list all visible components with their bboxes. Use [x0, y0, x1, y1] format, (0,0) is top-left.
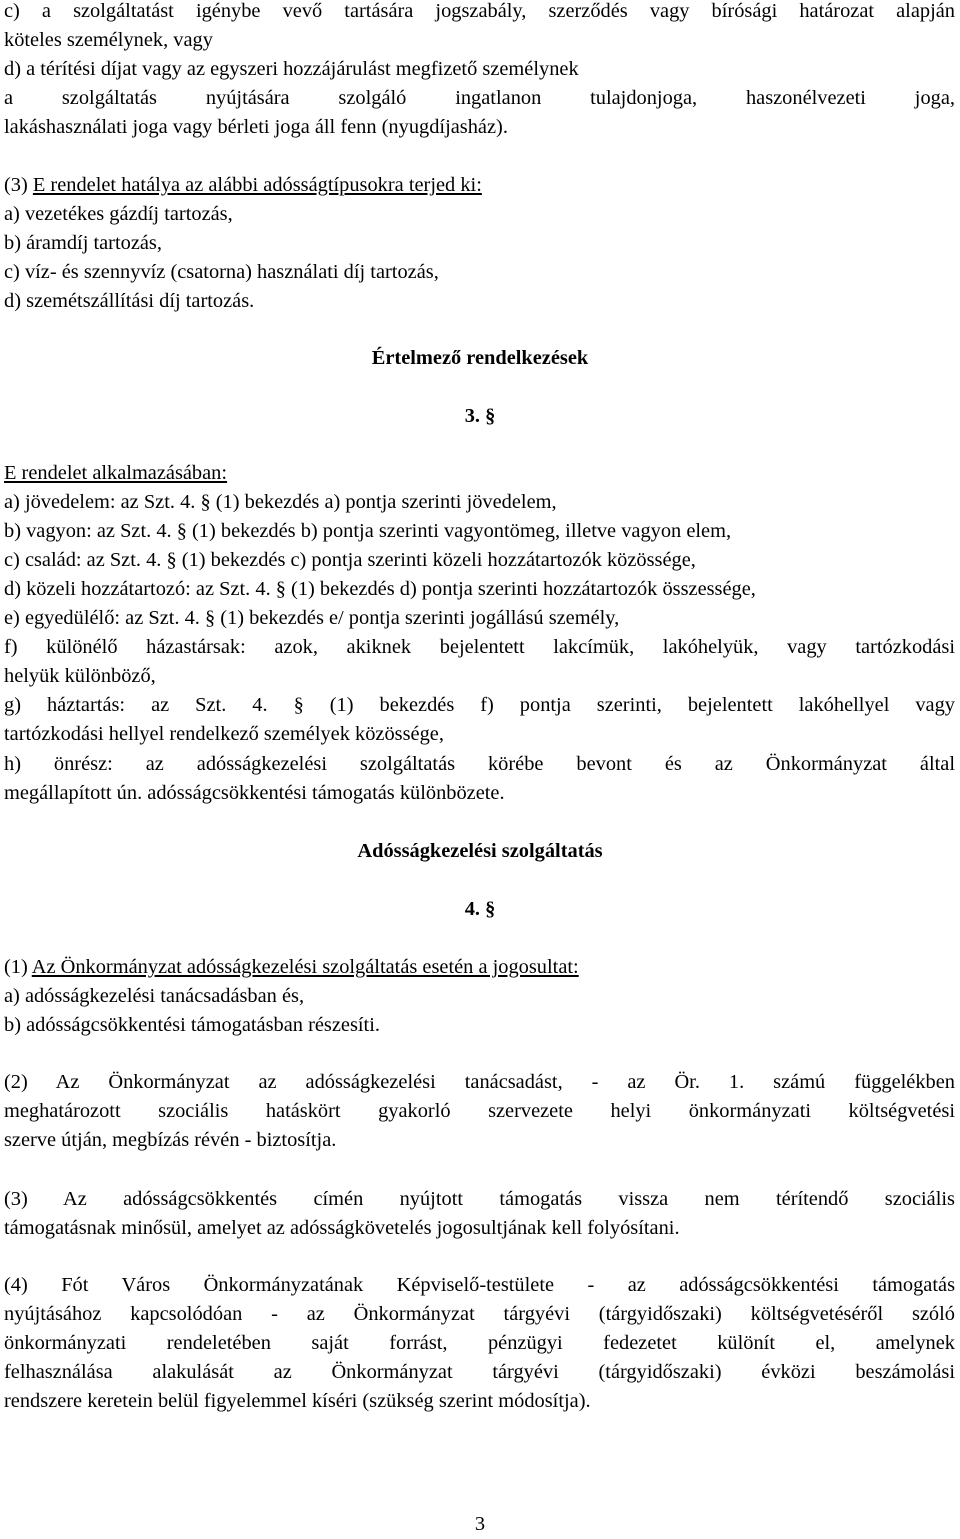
definition-line: tartózkodási hellyel rendelkező személyek közössége, — [4, 723, 444, 745]
list-item: b) adósságcsökkentési támogatásban részesíti. — [4, 1014, 380, 1036]
definition-line: e) egyedülélő: az Szt. 4. § (1) bekezdés e/ pontja szerinti jogállású személy, — [4, 607, 620, 629]
text-line: lakáshasználati joga vagy bérleti joga áll fenn (nyugdíjasház). — [4, 116, 508, 138]
text-line: d) a térítési díjat vagy az egyszeri hozzájárulást megfizető személynek — [4, 58, 579, 80]
definition-line: helyük különböző, — [4, 665, 156, 687]
paragraph-2-line: (2) Az Önkormányzat az adósságkezelési tanácsadást, - az Ör. 1. számú függelékben — [4, 1071, 955, 1093]
scope-heading: (3) E rendelet hatálya az alábbi adósságtípusokra terjed ki: — [4, 174, 482, 196]
definition-line: b) vagyon: az Szt. 4. § (1) bekezdés b) pontja szerinti vagyontömeg, illetve vagyon elem, — [4, 520, 732, 542]
list-item: d) szemétszállítási díj tartozás. — [4, 290, 255, 312]
list-item: a) vezetékes gázdíj tartozás, — [4, 203, 233, 225]
paragraph-4-line: (4) Fót Város Önkormányzatának Képviselő-testülete - az adósságcsökkentési támogatás — [4, 1274, 955, 1296]
list-item: b) áramdíj tartozás, — [4, 232, 162, 254]
paragraph-3-line: támogatásnak minősül, amelyet az adósságkövetelés jogosultjának kell folyósítani. — [4, 1217, 680, 1239]
list-item: c) víz- és szennyvíz (csatorna) használati díj tartozás, — [4, 261, 439, 283]
page-number: 3 — [474, 1513, 486, 1535]
paragraph-2-line: szerve útján, megbízás révén - biztosítja. — [4, 1129, 337, 1151]
text-line: c) a szolgáltatást igénybe vevő tartására jogszabály, szerződés vagy bírósági határozat alapján — [4, 0, 955, 22]
paragraph-1-heading: (1) Az Önkormányzat adósságkezelési szolgáltatás esetén a jogosultat: — [4, 956, 579, 978]
section-title: Értelmező rendelkezések — [371, 347, 589, 369]
paragraph-2-line: meghatározott szociális hatáskört gyakorló szervezete helyi önkormányzati költségvetési — [4, 1100, 955, 1122]
definition-line: d) közeli hozzátartozó: az Szt. 4. § (1) bekezdés d) pontja szerinti hozzátartozók összessége, — [4, 578, 756, 600]
section-number: 3. § — [464, 405, 496, 427]
paragraph-4-line: felhasználása alakulását az Önkormányzat tárgyévi (tárgyidőszaki) évközi beszámolási — [4, 1361, 955, 1383]
section-title: Adósságkezelési szolgáltatás — [357, 840, 603, 862]
paragraph-4-line: rendszere keretein belül figyelemmel kíséri (szükség szerint módosítja). — [4, 1390, 591, 1412]
section-number: 4. § — [464, 898, 496, 920]
paragraph-4-line: nyújtásához kapcsolódóan - az Önkormányzat tárgyévi (tárgyidőszaki) költségvetéséről szóló — [4, 1303, 955, 1325]
definition-line: h) önrész: az adósságkezelési szolgáltatás körébe bevont és az Önkormányzat által — [4, 753, 955, 775]
definition-line: f) különélő házastársak: azok, akiknek bejelentett lakcímük, lakóhelyük, vagy tartózkodási — [4, 636, 955, 658]
text-line: köteles személynek, vagy — [4, 29, 213, 51]
definition-line: c) család: az Szt. 4. § (1) bekezdés c) pontja szerinti közeli hozzátartozók közössége, — [4, 549, 696, 571]
list-item: a) adósságkezelési tanácsadásban és, — [4, 985, 305, 1007]
definitions-intro: E rendelet alkalmazásában: — [4, 462, 228, 484]
text-line: a szolgáltatás nyújtására szolgáló ingatlanon tulajdonjoga, haszonélvezeti joga, — [4, 87, 955, 109]
paragraph-3-line: (3) Az adósságcsökkentés címén nyújtott támogatás vissza nem térítendő szociális — [4, 1188, 955, 1210]
definition-line: a) jövedelem: az Szt. 4. § (1) bekezdés a) pontja szerinti jövedelem, — [4, 491, 557, 513]
definition-line: g) háztartás: az Szt. 4. § (1) bekezdés f) pontja szerinti, bejelentett lakóhellyel vagy — [4, 694, 955, 716]
definition-line: megállapított ún. adósságcsökkentési támogatás különbözete. — [4, 782, 505, 804]
paragraph-4-line: önkormányzati rendeletében saját forrást, pénzügyi fedezetet különít el, amelynek — [4, 1332, 955, 1354]
